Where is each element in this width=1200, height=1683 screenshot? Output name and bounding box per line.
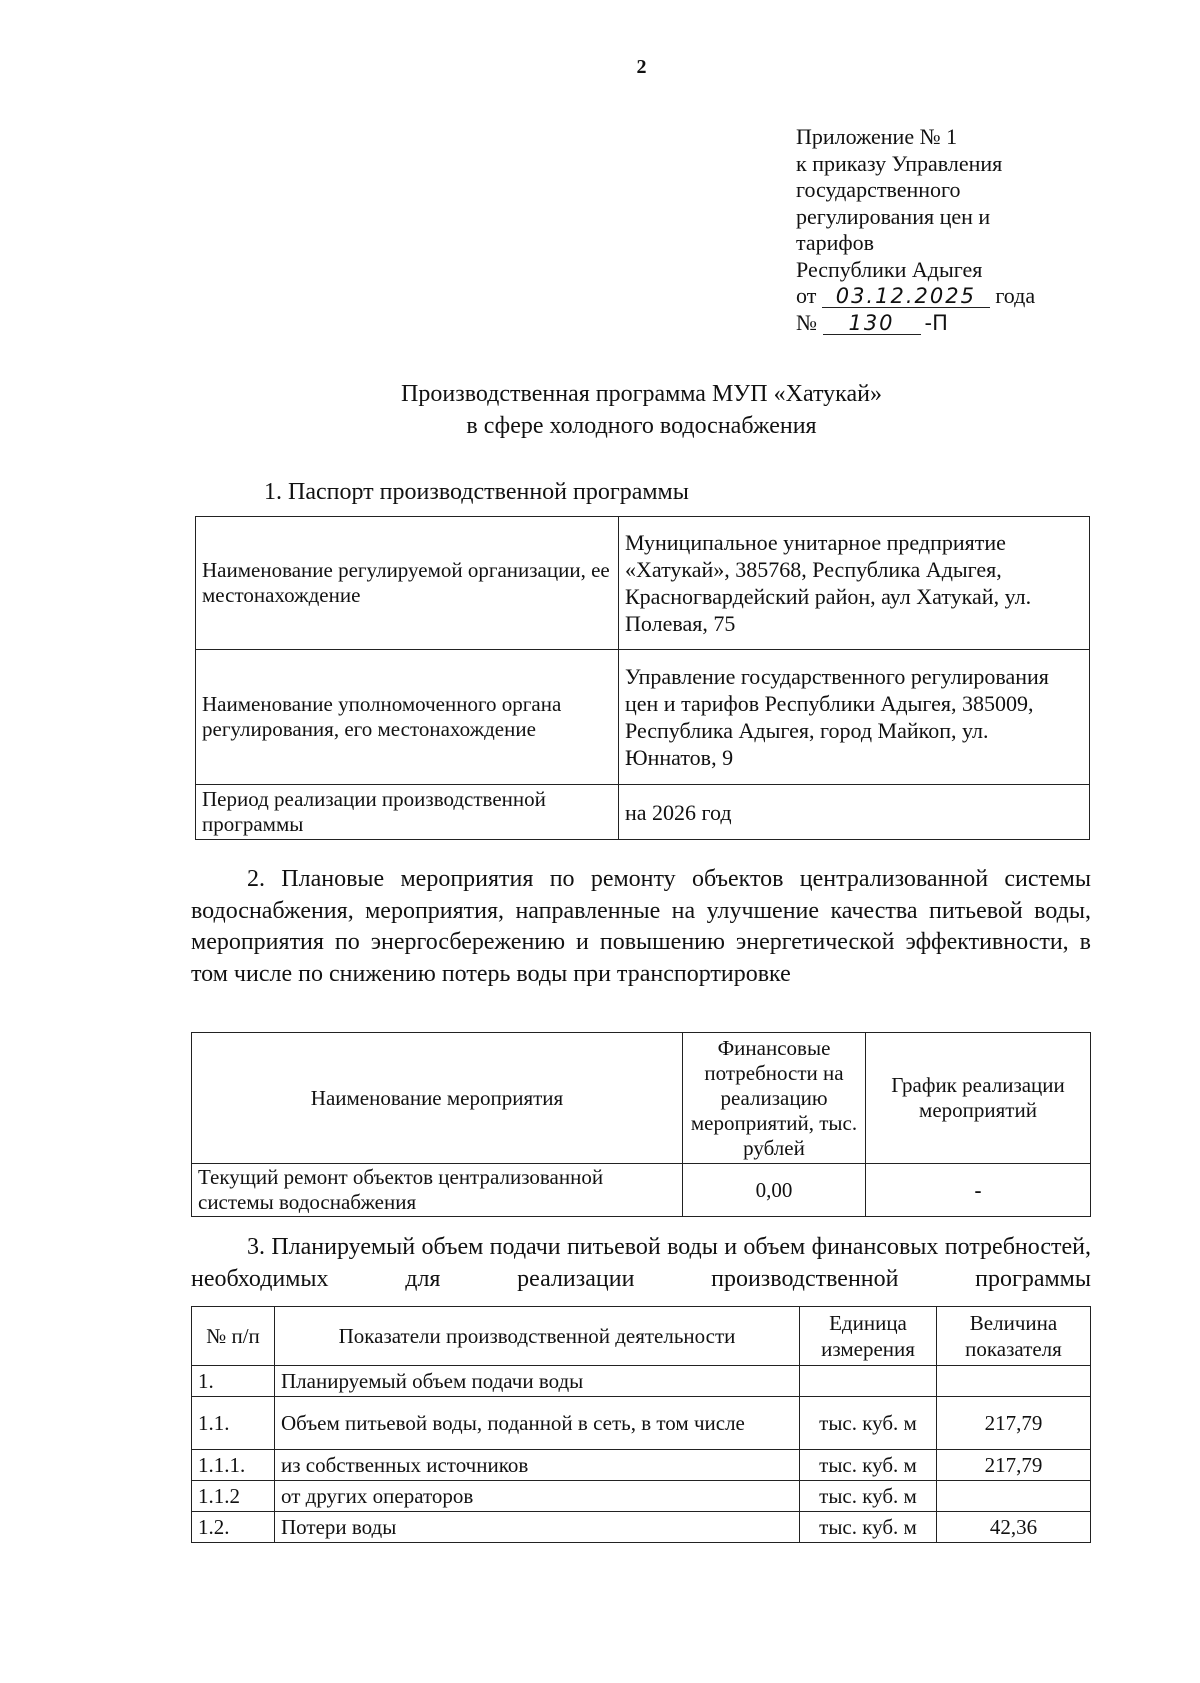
appendix-line: Республики Адыгея: [796, 256, 983, 282]
column-header: № п/п: [192, 1307, 275, 1366]
table-row: [196, 650, 1090, 785]
number-suffix: -П: [924, 310, 948, 335]
table-cell: [937, 1366, 1091, 1397]
table-row: [192, 1481, 1091, 1512]
indicators-table: [191, 1306, 1091, 1543]
appendix-line: государственного: [796, 177, 961, 202]
column-header: Величина показателя: [937, 1307, 1091, 1366]
table-cell: тыс. куб. м: [800, 1481, 937, 1512]
number-prefix: №: [796, 309, 817, 335]
page-number: 2: [636, 56, 647, 78]
table-header-row: [192, 1033, 1091, 1164]
table-row: [192, 1512, 1091, 1543]
section-2-text: 2. Плановые мероприятия по ремонту объектов централизованной системы водоснабжения, мероприятия, направленные на улучшение качества питьевой воды, мероприятия по энергосбережению и повышению энергетической эффективности, в том числе по снижению потерь воды при транспортировке: [191, 866, 1091, 987]
table-cell: 1.2.: [192, 1512, 275, 1543]
table-cell: из собственных источников: [275, 1450, 800, 1481]
appendix-line: тарифов: [796, 230, 875, 255]
document-title: [0, 378, 1200, 442]
column-header: Наименование мероприятия: [192, 1033, 683, 1164]
appendix-date-line: [796, 283, 1096, 310]
handwritten-number: 130: [823, 312, 921, 335]
table-row: [192, 1397, 1091, 1450]
column-header: Показатели производственной деятельности: [275, 1307, 800, 1366]
passport-table: [195, 516, 1090, 840]
table-cell: Объем питьевой воды, поданной в сеть, в том числе: [275, 1397, 800, 1450]
table-row: [192, 1366, 1091, 1397]
table-row: [192, 1450, 1091, 1481]
appendix-block: [796, 124, 1096, 336]
table-cell: 1.: [192, 1366, 275, 1397]
table-cell: 1.1.1.: [192, 1450, 275, 1481]
table-header-row: [192, 1307, 1091, 1366]
table-cell: на 2026 год: [619, 785, 1090, 840]
table-cell: -: [866, 1164, 1091, 1217]
table-cell: Период реализации производственной программы: [196, 785, 619, 840]
table-cell: Управление государственного регулирования цен и тарифов Республики Адыгея, 385009, Республика Адыгея, город Майкоп, ул. Юннатов, 9: [619, 650, 1090, 785]
handwritten-date: 03.12.2025: [822, 285, 990, 308]
table-cell: 1.1.2: [192, 1481, 275, 1512]
table-cell: [800, 1366, 937, 1397]
title-line-1: Производственная программа МУП «Хатукай»: [401, 381, 882, 407]
table-cell: [937, 1481, 1091, 1512]
table-cell: Планируемый объем подачи воды: [275, 1366, 800, 1397]
table-cell: Текущий ремонт объектов централизованной системы водоснабжения: [192, 1164, 683, 1217]
table-row: [192, 1164, 1091, 1217]
date-suffix: года: [995, 283, 1036, 308]
column-header: График реализации мероприятий: [866, 1033, 1091, 1164]
table-cell: 1.1.: [192, 1397, 275, 1450]
table-cell: тыс. куб. м: [800, 1397, 937, 1450]
table-cell: тыс. куб. м: [800, 1512, 937, 1543]
measures-table: [191, 1032, 1091, 1217]
table-cell: 217,79: [937, 1450, 1091, 1481]
appendix-line: Приложение № 1: [796, 124, 958, 149]
column-header: Финансовые потребности на реализацию мероприятий, тыс. рублей: [683, 1033, 866, 1164]
table-cell: Потери воды: [275, 1512, 800, 1543]
date-prefix: от: [796, 283, 817, 308]
table-row: [196, 517, 1090, 650]
column-header: Единица измерения: [800, 1307, 937, 1366]
table-cell: 217,79: [937, 1397, 1091, 1450]
table-cell: 42,36: [937, 1512, 1091, 1543]
appendix-line: к приказу Управления: [796, 150, 1003, 176]
table-cell: Муниципальное унитарное предприятие «Хатукай», 385768, Республика Адыгея, Красногвардейский район, аул Хатукай, ул. Полевая, 75: [619, 517, 1090, 650]
table-cell: Наименование уполномоченного органа регулирования, его местонахождение: [196, 650, 619, 785]
table-row: [196, 785, 1090, 840]
appendix-line: регулирования цен и: [796, 203, 991, 229]
title-line-2: в сфере холодного водоснабжения: [466, 413, 817, 439]
appendix-number-line: [796, 310, 1096, 337]
table-cell: 0,00: [683, 1164, 866, 1217]
table-cell: тыс. куб. м: [800, 1450, 937, 1481]
section-3-text: 3. Планируемый объем подачи питьевой воды и объем финансовых потребностей, необходимых для реализации производственной программы: [191, 1234, 1091, 1292]
table-cell: от других операторов: [275, 1481, 800, 1512]
section-1-heading: 1. Паспорт производственной программы: [264, 479, 689, 505]
table-cell: Наименование регулируемой организации, ее местонахождение: [196, 517, 619, 650]
